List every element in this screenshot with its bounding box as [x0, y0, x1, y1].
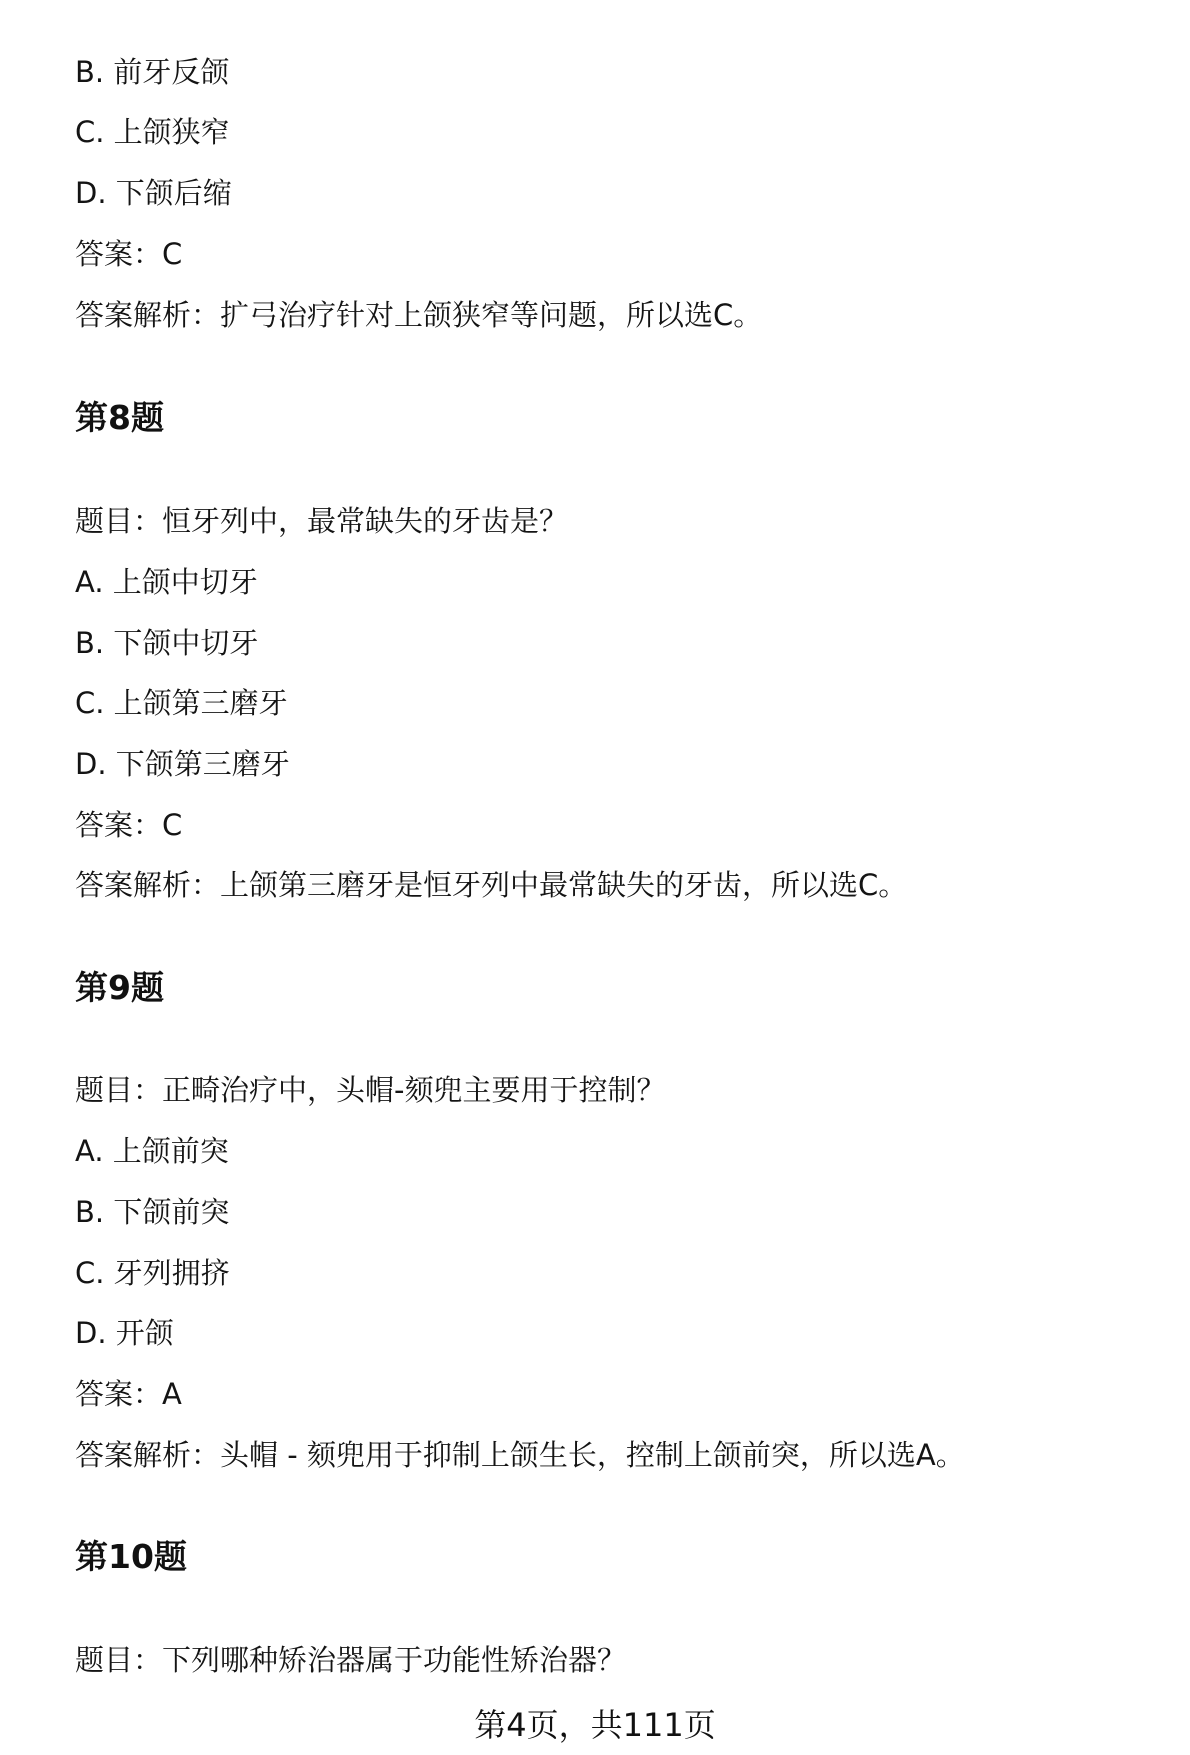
q8-option-b: B. 下颌中切牙 [75, 626, 259, 660]
q7-option-d: D. 下颌后缩 [75, 176, 232, 210]
q8-answer: 答案：C [75, 808, 183, 842]
q8-question: 题目：恒牙列中，最常缺失的牙齿是？ [75, 504, 569, 538]
q9-heading: 第9题 [75, 968, 164, 1007]
q8-explanation: 答案解析：上颌第三磨牙是恒牙列中最常缺失的牙齿，所以选C。 [75, 868, 908, 902]
q7-answer: 答案：C [75, 237, 183, 271]
q8-option-c: C. 上颌第三磨牙 [75, 686, 288, 720]
q9-option-c: C. 牙列拥挤 [75, 1256, 230, 1290]
q9-option-d: D. 开颌 [75, 1316, 174, 1350]
q9-answer: 答案：A [75, 1377, 182, 1411]
q8-heading: 第8题 [75, 398, 164, 437]
q9-question: 题目：正畸治疗中，头帽-颏兜主要用于控制？ [75, 1073, 666, 1107]
q9-option-a: A. 上颌前突 [75, 1134, 229, 1168]
q9-option-b: B. 下颌前突 [75, 1195, 230, 1229]
page-indicator: 第4页，共111页 [474, 1706, 716, 1744]
q8-option-a: A. 上颌中切牙 [75, 565, 258, 599]
q7-option-b: B. 前牙反颌 [75, 55, 230, 89]
q7-option-c: C. 上颌狭窄 [75, 115, 230, 149]
q10-question: 题目：下列哪种矫治器属于功能性矫治器？ [75, 1643, 627, 1677]
q8-option-d: D. 下颌第三磨牙 [75, 747, 290, 781]
q9-explanation: 答案解析：头帽 - 颏兜用于抑制上颌生长，控制上颌前突，所以选A。 [75, 1438, 965, 1472]
q7-explanation: 答案解析：扩弓治疗针对上颌狭窄等问题，所以选C。 [75, 298, 763, 332]
q10-heading: 第10题 [75, 1537, 187, 1576]
